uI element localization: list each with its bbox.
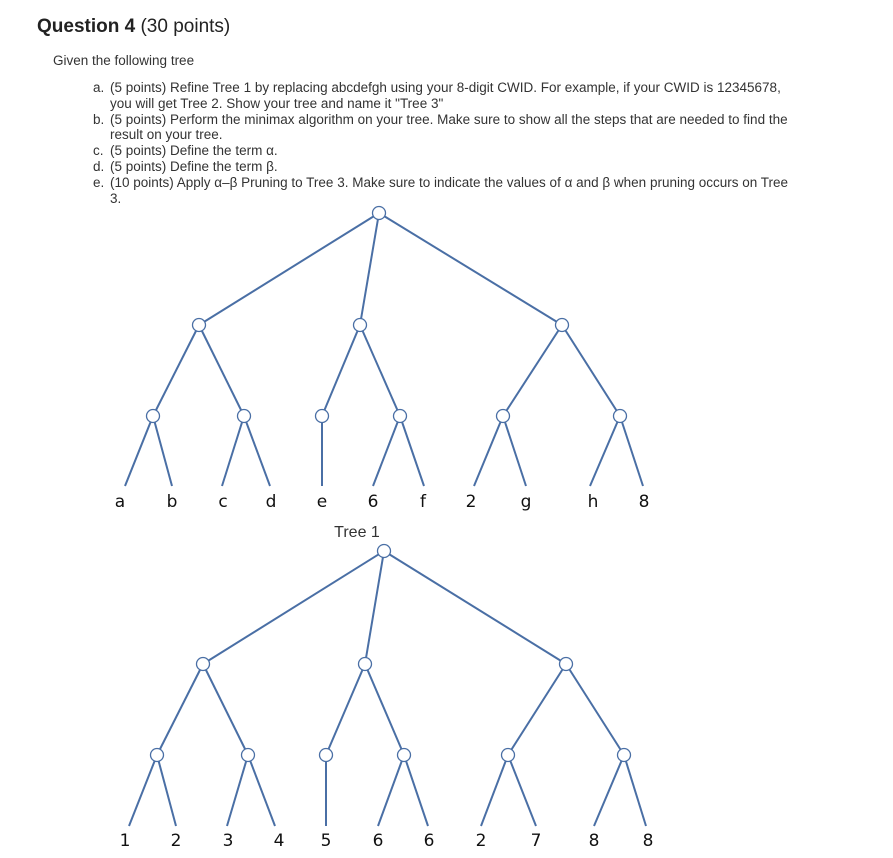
part-text: (5 points) Refine Tree 1 by replacing abcdefgh using your 8-digit CWID. For example, if your CWID is 12345678, you will get Tree 2. Show your tree and name it "Tree 3" [110,80,781,111]
tree-1-edge [503,325,562,416]
tree-2-node [398,749,411,762]
tree-2-node [151,749,164,762]
question-number: Question 4 [37,16,136,37]
tree-2-edge [624,755,646,826]
tree-2 [120,545,654,852]
tree-1-edge [590,416,620,486]
part-text: (10 points) Apply α–β Pruning to Tree 3. Make sure to indicate the values of α and β when pruning occurs on Tree 3. [110,174,789,206]
tree-1-edge [503,416,526,486]
tree-2-leaf-label: 4 [273,831,285,851]
part-label: e. [93,174,105,190]
part-text: (5 points) Define the term α. [110,143,278,159]
tree-2-edge [594,755,624,826]
tree-2-leaf-label: 1 [119,831,131,851]
tree-1-edge [322,325,360,416]
part-label: c. [93,143,104,159]
tree-2-edge [203,664,248,755]
tree-1-edge [379,213,562,325]
tree-1-edge [244,416,270,486]
tree-2-edge [508,664,566,755]
tree-2-edge [365,551,384,664]
tree-2-node [242,749,255,762]
tree-2-edge [365,664,404,755]
tree-2-leaf-label: 8 [588,831,600,851]
tree-1-leaf-label: 8 [638,492,650,512]
tree-1-leaf-label: b [166,492,178,512]
tree-1-edge [474,416,503,486]
tree-2-leaf-label: 5 [320,831,332,851]
tree-1-leaf-label: c [218,492,228,512]
tree-1-caption: Tree 1 [334,524,380,541]
tree-1-node [354,319,367,332]
tree-1-edge [199,213,379,325]
tree-2-node [560,658,573,671]
tree-2-node [502,749,515,762]
part-label: a. [93,80,105,95]
tree-2-edge [404,755,428,826]
tree-2-node [320,749,333,762]
tree-1-leaf-label: e [316,492,328,512]
tree-2-node [359,658,372,671]
tree-2-edge [203,551,384,664]
tree-1-leaf-label: a [114,492,126,512]
tree-1-edge [620,416,643,486]
tree-1-edge [562,325,620,416]
part-label: b. [93,111,105,127]
tree-1-leaf-label: d [265,492,277,512]
tree-1-node [556,319,569,332]
tree-2-edge [227,755,248,826]
tree-1-edge [153,325,199,416]
tree-2-edge [481,755,508,826]
tree-1-edge [373,416,400,486]
tree-2-node [197,658,210,671]
tree-1-node [497,410,510,423]
tree-1 [115,207,650,513]
tree-1-edge [199,325,244,416]
tree-2-edge [326,664,365,755]
tree-2-root-node [378,545,391,558]
tree-1-node [394,410,407,423]
tree-1-edge [400,416,424,486]
tree-2-edge [566,664,624,755]
tree-2-edge [129,755,157,826]
tree-2-edge [508,755,536,826]
tree-1-node [147,410,160,423]
tree-2-leaf-label: 8 [642,831,654,851]
tree-1-edge [153,416,172,486]
tree-2-node [618,749,631,762]
tree-2-edge [157,664,203,755]
tree-2-edge [248,755,275,826]
tree-1-node [316,410,329,423]
tree-2-leaf-label: 6 [423,831,435,851]
tree-1-leaf-label: g [520,492,532,512]
tree-2-leaf-label: 3 [222,831,234,851]
tree-1-node [238,410,251,423]
part-text: (5 points) Define the term β. [110,158,278,174]
tree-2-edge [157,755,176,826]
tree-1-leaf-label: 2 [465,492,477,512]
question-intro: Given the following tree [53,53,195,68]
tree-1-node [614,410,627,423]
tree-2-leaf-label: 6 [372,831,384,851]
tree-1-edge [360,325,400,416]
part-text: (5 points) Perform the minimax algorithm on your tree. Make sure to show all the steps that are needed to find the result on your tree. [110,111,788,143]
tree-1-edge [222,416,244,486]
tree-1-leaf-label: 6 [367,492,379,512]
tree-2-edge [378,755,404,826]
tree-2-leaf-label: 2 [475,831,487,851]
tree-2-leaf-label: 2 [170,831,182,851]
tree-2-edge [384,551,566,664]
tree-1-edge [360,213,379,325]
tree-1-root-node [373,207,386,220]
part-label: d. [93,158,105,174]
tree-1-edge [125,416,153,486]
tree-1-leaf-label: f [420,492,426,512]
question-points: (30 points) [140,16,231,37]
tree-1-leaf-label: h [587,492,599,512]
tree-2-leaf-label: 7 [530,831,542,851]
tree-1-node [193,319,206,332]
